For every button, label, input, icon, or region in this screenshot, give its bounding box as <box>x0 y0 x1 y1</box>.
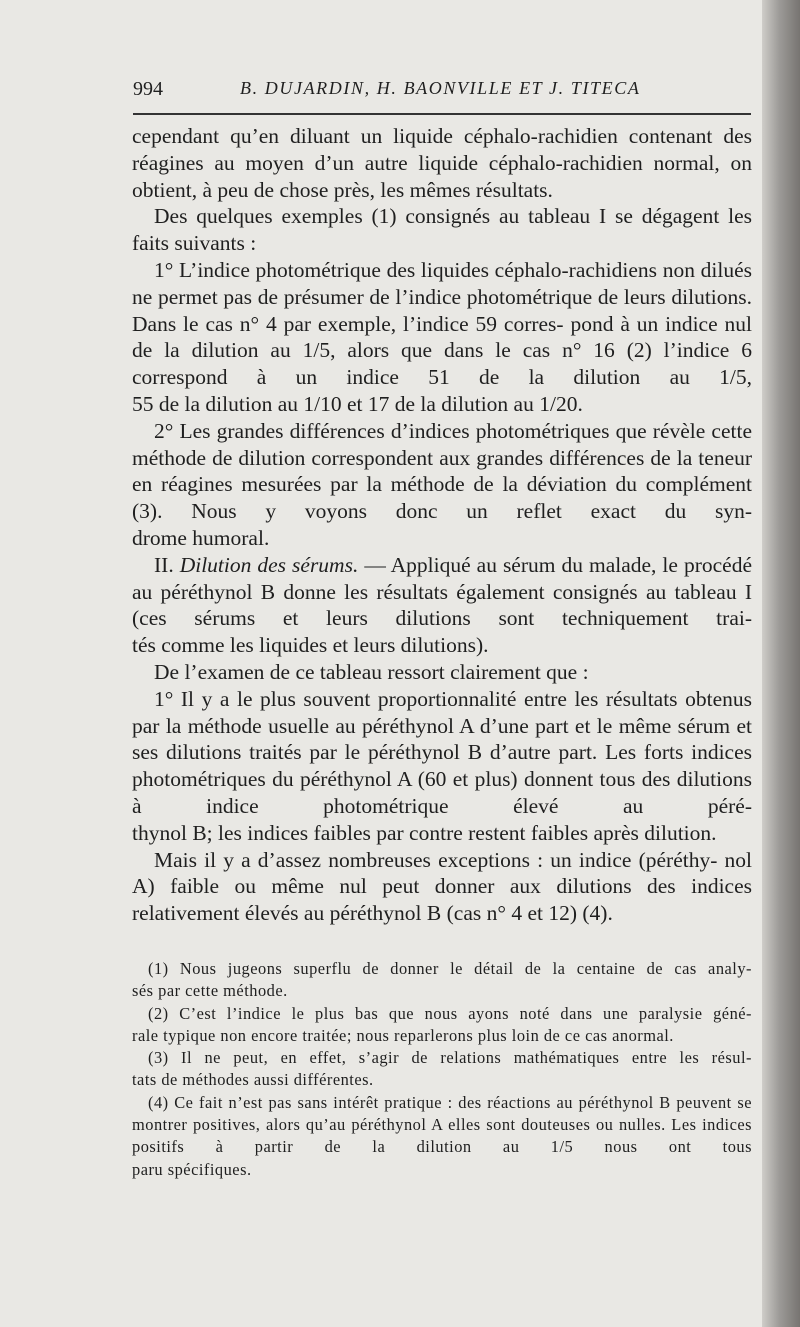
text-line: cette méthode de dilution correspondent aux grandes différences <box>132 418 752 470</box>
text-line: 2° Les grandes différences d’indices photométriques que révèle <box>154 418 706 443</box>
paragraph-6 <box>132 659 752 686</box>
paragraph-2-end <box>132 230 752 257</box>
running-head: B. DUJARDIN, H. BAONVILLE ET J. TITECA <box>240 78 641 98</box>
footnote-4 <box>132 1092 752 1159</box>
text-line: cependant qu’en diluant un liquide céphalo-rachidien contenant des <box>132 124 752 148</box>
text-line: faits suivants : <box>132 231 257 256</box>
text-line: de la teneur en réagines mesurées par la méthode de la déviation <box>132 445 753 497</box>
text-line: part. Les forts indices photométriques du péréthynol A (60 et plus) <box>132 740 753 792</box>
text-line: 1° L’indice photométrique des liquides céphalo-rachidiens non <box>154 257 695 282</box>
footnote-line: ou nulles. Les indices positifs à partir de la dilution au 1/5 nous ont tous <box>132 1115 752 1157</box>
footnote-line: rale typique non encore traitée; nous reparlerons plus loin de ce cas anormal. <box>132 1025 674 1045</box>
paragraph-4 <box>132 418 752 525</box>
text-line: drome humoral. <box>132 525 270 550</box>
footnote-1 <box>132 958 752 980</box>
footnote-line: (2) C’est l’indice le plus bas que nous ayons noté dans une paralysie géné- <box>148 1003 752 1023</box>
paragraph-5-end <box>132 632 752 659</box>
text-line: tés comme les liquides et leurs dilutions). <box>132 633 489 658</box>
text-line: thynol B; les indices faibles par contre restent faibles après dilution. <box>132 820 717 845</box>
text-line: — Appliqué au sérum du malade, le <box>358 552 678 577</box>
text-line: du complément (3). Nous y voyons donc un reflet exact du syn- <box>132 472 752 524</box>
footnote-line: (1) Nous jugeons superflu de donner le détail de la centaine de cas analy- <box>148 959 752 978</box>
footnote-2 <box>132 1003 752 1025</box>
footnote-line: peuvent se montrer positives, alors qu’au péréthynol A elles sont douteuses <box>132 1092 752 1135</box>
text-line: relativement élevés au péréthynol B (cas n° 4 et 12) (4). <box>132 901 613 926</box>
paragraph-3-end <box>132 391 752 418</box>
footnote-line: tats de méthodes aussi différentes. <box>132 1070 374 1090</box>
footnote-3-end <box>132 1069 752 1091</box>
text-line: dilués ne permet pas de présumer de l’indice photométrique de <box>132 257 752 309</box>
body-text <box>132 123 752 927</box>
text-line: leurs dilutions. Dans le cas n° 4 par exemple, l’indice 59 corres- <box>132 284 753 336</box>
section-title: Dilution des sérums. <box>179 552 359 577</box>
footnote-4-end <box>132 1159 752 1181</box>
text-line: réagines au moyen d’un autre liquide céphalo-rachidien normal, on <box>132 150 752 175</box>
footnote-line: (4) Ce fait n’est pas sans intérêt pratique : des réactions au péréthynol B <box>148 1092 671 1112</box>
text-line: pond à un indice nul de la dilution au 1/5, alors que dans le cas <box>132 311 752 363</box>
paragraph-3 <box>132 257 752 391</box>
paragraph-8 <box>132 847 752 901</box>
text-line: n° 16 (2) l’indice 6 correspond à un indice 51 de la dilution au 1/5, <box>132 338 752 390</box>
text-line: obtenus par la méthode usuelle au péréthynol A d’une part et le <box>132 686 753 738</box>
footnote-line: (3) Il ne peut, en effet, s’agir de relations mathématiques entre les résul- <box>148 1048 752 1068</box>
footnote-line: sés par cette méthode. <box>132 981 288 1001</box>
text-line: au tableau I (ces sérums et leurs dilutions sont techniquement trai- <box>132 579 752 631</box>
text-line: Mais il y a d’assez nombreuses exceptions : un indice (péréthy- <box>154 847 718 872</box>
footnote-2-end <box>132 1025 752 1047</box>
paragraph-7-end <box>132 820 752 847</box>
page-header <box>133 74 753 104</box>
paragraph-4-end <box>132 525 752 552</box>
footnote-3 <box>132 1047 752 1069</box>
text-line: donnent tous des dilutions à indice photométrique élevé au péré- <box>132 767 752 818</box>
text-line: 55 de la dilution au 1/10 et 17 de la dilution au 1/20. <box>132 391 583 416</box>
header-rule <box>133 113 751 115</box>
footnote-line: paru spécifiques. <box>132 1159 252 1179</box>
text-line: nol A) faible ou même nul peut donner aux dilutions des indices <box>132 847 753 899</box>
text-line: même sérum et ses dilutions traités par le péréthynol B d’autre <box>132 713 753 765</box>
page-number: 994 <box>133 78 163 100</box>
section-number: II. <box>154 552 180 577</box>
paragraph-2 <box>132 203 752 230</box>
footnotes <box>132 958 752 1181</box>
paragraph-5 <box>132 552 752 632</box>
text-line: procédé au péréthynol B donne les résultats également consignés <box>132 552 752 604</box>
paragraph-7 <box>132 686 752 820</box>
text-line: Des quelques exemples (1) consignés au tableau I se dégagent les <box>154 204 752 229</box>
text-line: De l’examen de ce tableau ressort clairement que : <box>154 659 589 684</box>
text-line: obtient, à peu de chose près, les mêmes résultats. <box>132 177 553 202</box>
paragraph-1 <box>132 123 752 177</box>
paragraph-1-end <box>132 177 752 204</box>
text-line: 1° Il y a le plus souvent proportionnalité entre les résultats <box>154 686 678 711</box>
footnote-1-end <box>132 980 752 1002</box>
paragraph-8-end <box>132 900 752 927</box>
page-edge-shadow <box>762 0 800 1327</box>
